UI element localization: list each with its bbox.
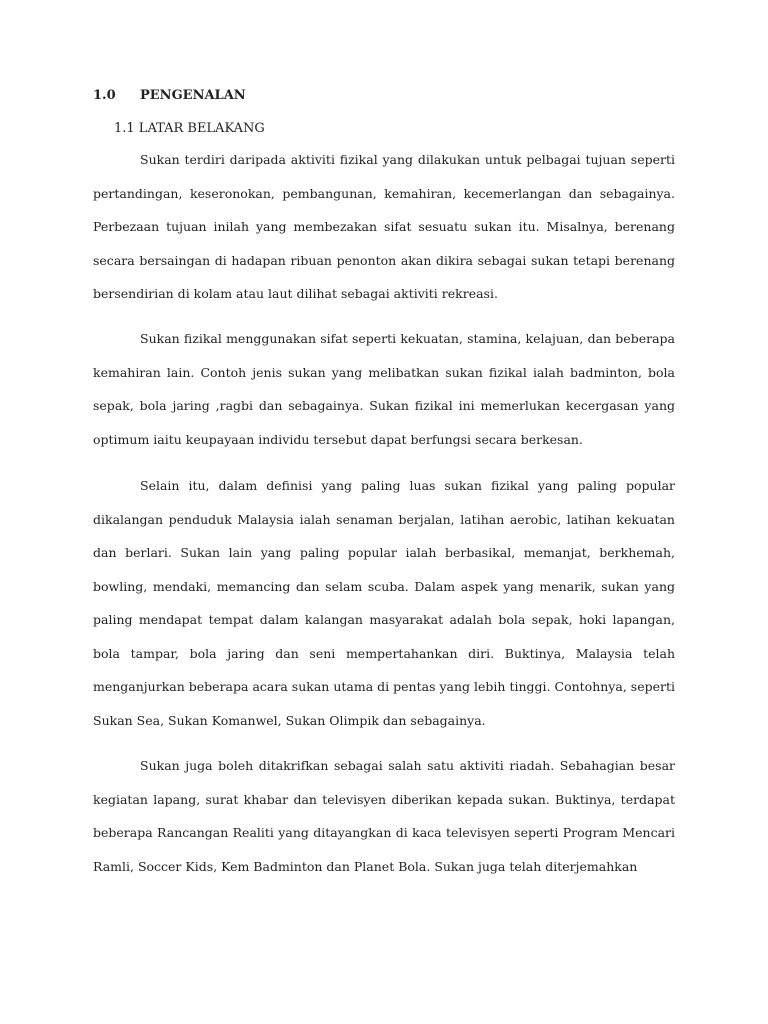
paragraph-3: Selain itu, dalam definisi yang paling luas sukan fizikal yang paling popular dikalangan penduduk Malaysia ialah senaman berjalan, latihan aerobic, latihan kekuatan dan berlari. Sukan lain yang paling popular ialah berbasikal, memanjat, berkhemah, bowling, mendaki, memancing dan selam scuba. Dalam aspek yang menarik, sukan yang paling mendapat tempat dalam kalangan masyarakat adalah bola sepak, hoki lapangan, bola tampar, bola jaring dan seni mempertahankan diri. Buktinya, Malaysia telah menganjurkan beberapa acara sukan utama di pentas yang lebih tinggi. Contohnya, seperti Sukan Sea, Sukan Komanwel, Sukan Olimpik dan sebagainya.	[93, 478, 675, 728]
section-number: 1.0	[93, 88, 116, 103]
paragraph-4: Sukan juga boleh ditakrifkan sebagai salah satu aktiviti riadah. Sebahagian besar kegiatan lapang, surat khabar dan televisyen diberikan kepada sukan. Buktinya, terdapat beberapa Rancangan Realiti yang ditayangkan di kaca televisyen seperti Program Mencari Ramli, Soccer Kids, Kem Badminton dan Planet Bola. Sukan juga telah diterjemahkan	[93, 758, 675, 874]
subsection-heading: 1.1 LATAR BELAKANG	[114, 121, 265, 136]
paragraph-1: Sukan terdiri daripada aktiviti fizikal yang dilakukan untuk pelbagai tujuan seperti pertandingan, keseronokan, pembangunan, kemahiran, kecemerlangan dan sebagainya. Perbezaan tujuan inilah yang membezakan sifat sesuatu sukan itu. Misalnya, berenang secara bersaingan di hadapan ribuan penonton akan dikira sebagai sukan tetapi berenang bersendirian di kolam atau laut dilihat sebagai aktiviti rekreasi.	[93, 152, 675, 301]
paragraph-2: Sukan fizikal menggunakan sifat seperti kekuatan, stamina, kelajuan, dan beberapa kemahiran lain. Contoh jenis sukan yang melibatkan sukan fizikal ialah badminton, bola sepak, bola jaring ,ragbi dan sebagainya. Sukan fizikal ini memerlukan kecergasan yang optimum iaitu keupayaan individu tersebut dapat berfungsi secara berkesan.	[93, 331, 675, 447]
section-title: PENGENALAN	[140, 88, 246, 103]
section-heading	[93, 87, 246, 105]
